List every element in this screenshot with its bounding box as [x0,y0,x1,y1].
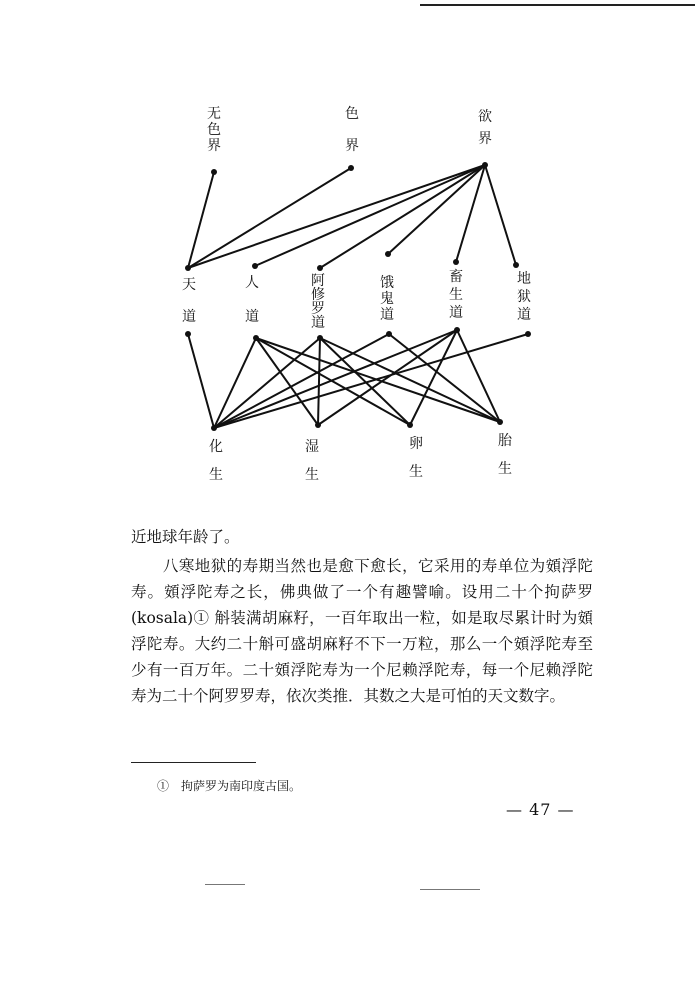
path-node [454,327,460,333]
path-node [252,263,258,269]
path-label: 地 狱 道 [517,271,531,323]
path-label: 饿 鬼 道 [380,275,394,323]
path-node [386,331,392,337]
footnote: ① 拘萨罗为南印度古国。 [157,779,302,793]
path-label: 人 道 [245,275,259,325]
birth-label: 胎 生 [498,433,512,477]
path-node [253,335,259,341]
path-node [453,259,459,265]
birth-label: 化 生 [209,439,223,483]
path-node [525,331,531,337]
path-birth-link [410,330,457,425]
realm-node [348,165,354,171]
realm-path-link [188,168,351,268]
path-birth-link [214,338,320,428]
birth-node [315,422,321,428]
path-node [385,251,391,257]
path-label: 天 道 [182,277,196,325]
birth-node [497,419,503,425]
footnote-rule [131,762,256,763]
realm-path-link [188,165,485,268]
scan-speck [205,884,245,885]
realm-label: 色 界 [345,106,359,154]
birth-label: 湿 生 [305,439,319,483]
realm-path-link [320,165,485,268]
realm-path-link [388,165,485,254]
realm-node [482,162,488,168]
paragraph-continuation: 近地球年龄了。 [131,528,240,546]
path-node [185,331,191,337]
birth-node [211,425,217,431]
realm-label: 无 色 界 [207,106,221,154]
scan-speck [420,889,480,890]
diagram-links [188,165,528,428]
birth-label: 卵 生 [409,436,423,480]
path-node [185,265,191,271]
path-node [513,262,519,268]
realm-path-link [255,165,485,266]
path-label: 畜 生 道 [449,269,463,321]
path-node [317,335,323,341]
path-node [317,265,323,271]
realm-path-link [485,165,516,265]
path-birth-link [318,338,320,425]
birth-node [407,422,413,428]
path-birth-link [188,334,214,428]
page-number: — 47 — [506,800,575,819]
paragraph-hell-lifespan: 八寒地狱的寿期当然也是愈下愈长，它采用的寿单位为頞浮陀寿。頞浮陀寿之长，佛典做了一个有趣譬喻。设用二十个拘萨罗(kosala)① 斛装满胡麻籽，一百年取出一粒，如是取尽累计时为頞浮陀寿。大约二十斛可盛胡麻籽不下一万粒，那么一个頞浮陀寿至少有一百万年。二十頞浮陀寿为一个尼赖浮陀寿，每一个尼赖浮陀寿为二十个阿罗罗寿，依次类推．其数之大是可怕的天文数字。 [131,557,593,705]
path-birth-link [256,338,500,422]
realm-node [211,169,217,175]
path-label: 阿 修 罗 道 [311,273,325,331]
realm-label: 欲 界 [478,109,492,147]
path-birth-link [214,334,389,428]
diagram-nodes [185,162,531,431]
